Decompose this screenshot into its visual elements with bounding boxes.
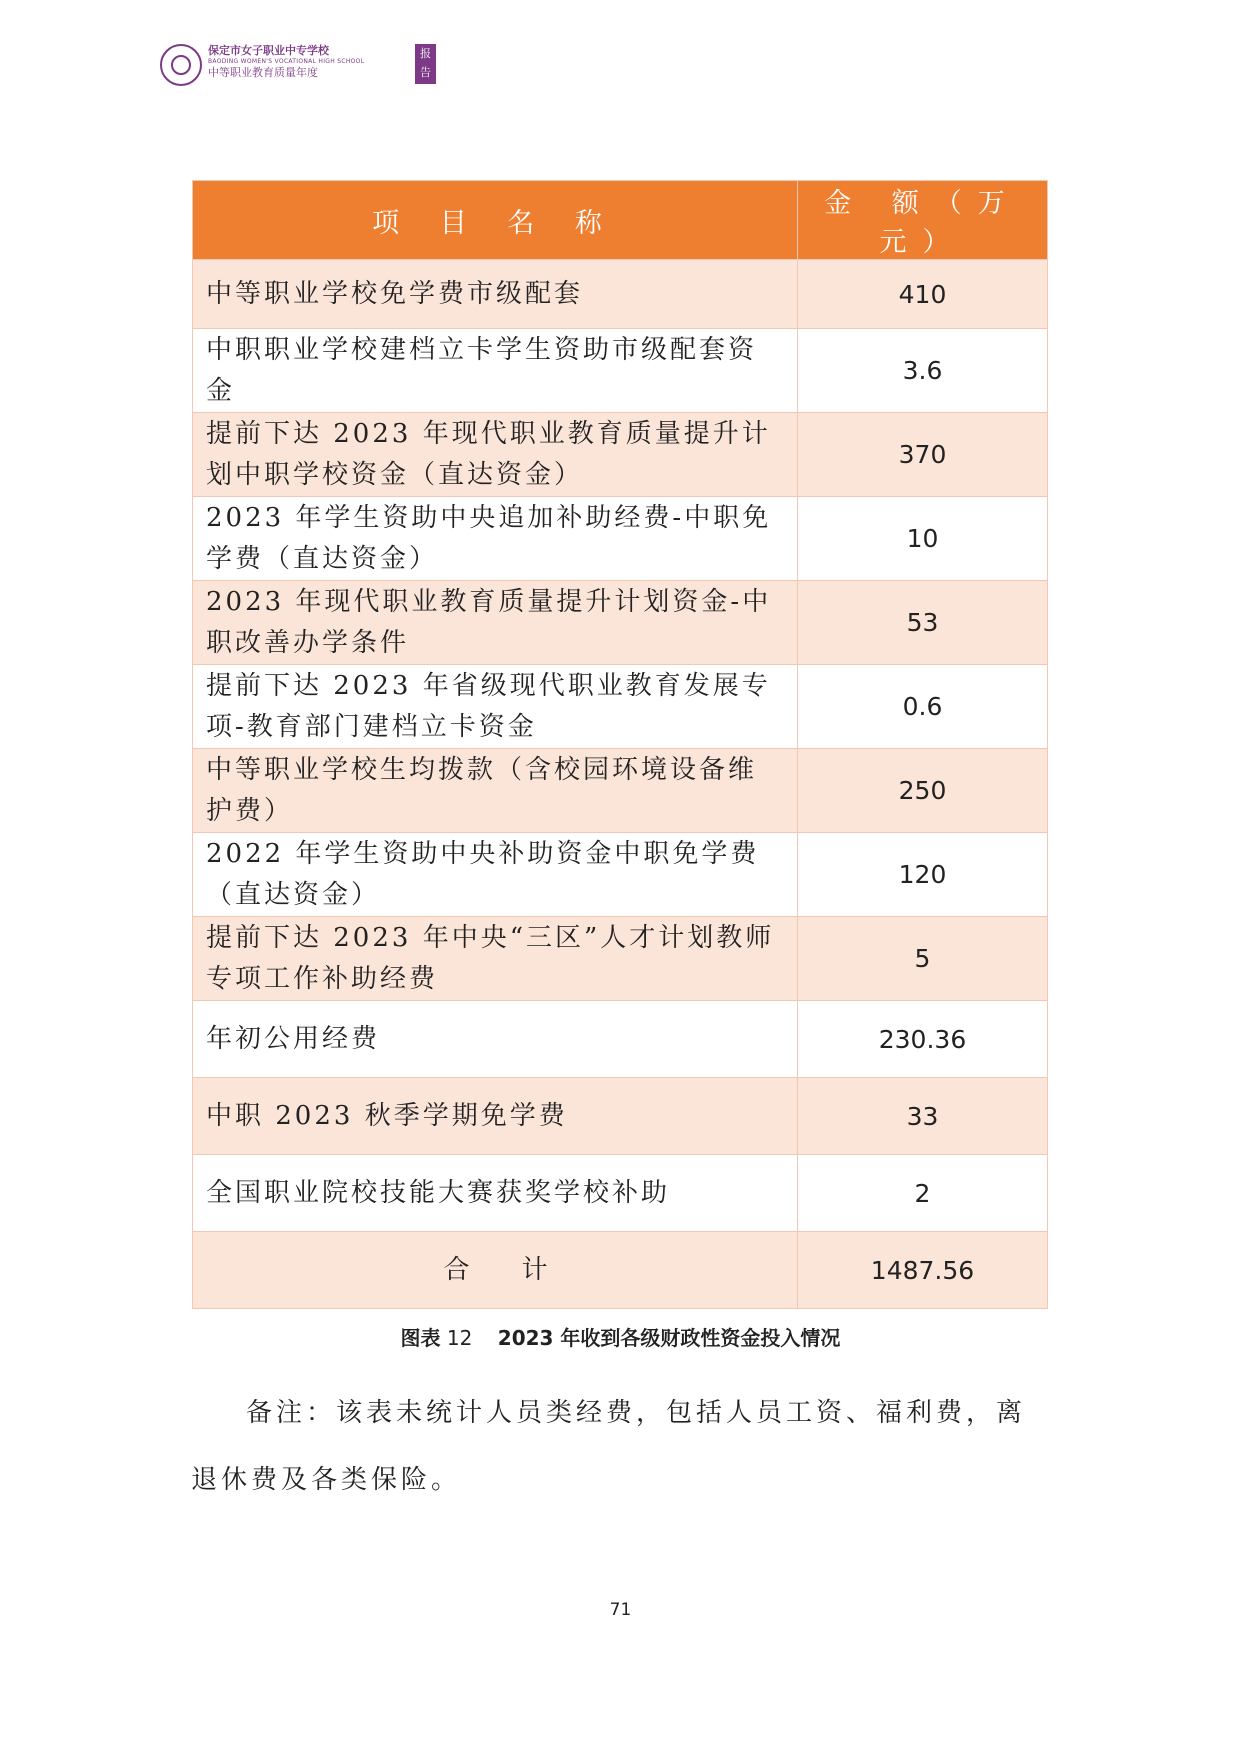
table-row [193,917,1048,1001]
column-header-item-name: 项 目 名 称 [193,181,798,260]
note-paragraph [191,1380,1051,1514]
total-row [193,1232,1048,1309]
item-name: 全国职业院校技能大赛获奖学校补助 [193,1155,798,1232]
page-number: 71 [609,1600,632,1620]
table-row [193,1155,1048,1232]
table-row [193,833,1048,917]
table-header-row [193,181,1048,260]
table-caption [0,1322,1241,1351]
table-row [193,497,1048,581]
item-amount: 53 [798,581,1048,665]
item-name: 中职 2023 秋季学期免学费 [193,1078,798,1155]
item-amount: 0.6 [798,665,1048,749]
total-amount: 1487.56 [798,1232,1048,1309]
item-amount: 33 [798,1078,1048,1155]
item-amount: 2 [798,1155,1048,1232]
table-row [193,665,1048,749]
item-amount: 410 [798,260,1048,329]
total-label: 合 计 [193,1232,798,1309]
item-amount: 230.36 [798,1001,1048,1078]
school-identity [208,44,413,79]
school-name-english: BAODING WOMEN'S VOCATIONAL HIGH SCHOOL [208,58,365,65]
school-name: 保定市女子职业中专学校 [208,44,329,57]
caption-text: 2023 年收到各级财政性资金投入情况 [497,1326,841,1350]
item-name: 提前下达 2023 年中央“三区”人才计划教师专项工作补助经费 [193,917,798,1001]
item-amount: 370 [798,413,1048,497]
item-amount: 120 [798,833,1048,917]
table-row [193,260,1048,329]
table-row [193,581,1048,665]
item-amount: 5 [798,917,1048,1001]
report-badge: 报告 [415,44,436,84]
item-name: 中等职业学校免学费市级配套 [193,260,798,329]
caption-label: 图表 [400,1326,441,1350]
item-amount: 3.6 [798,329,1048,413]
item-name: 年初公用经费 [193,1001,798,1078]
note-text: 备注：该表未统计人员类经费，包括人员工资、福利费，离退休费及各类保险。 [191,1398,1027,1495]
table-row [193,329,1048,413]
caption-number: 12 [446,1326,473,1350]
item-name: 中等职业学校生均拨款（含校园环境设备维护费） [193,749,798,833]
school-logo-icon [160,44,202,86]
item-name: 2022 年学生资助中央补助资金中职免学费（直达资金） [193,833,798,917]
item-amount: 10 [798,497,1048,581]
item-name: 提前下达 2023 年现代职业教育质量提升计划中职学校资金（直达资金） [193,413,798,497]
item-amount: 250 [798,749,1048,833]
table-row [193,1001,1048,1078]
table-row [193,413,1048,497]
item-name: 中职职业学校建档立卡学生资助市级配套资金 [193,329,798,413]
item-name: 提前下达 2023 年省级现代职业教育发展专项-教育部门建档立卡资金 [193,665,798,749]
funding-table [192,180,1048,1309]
item-name: 2023 年现代职业教育质量提升计划资金-中职改善办学条件 [193,581,798,665]
table-row [193,749,1048,833]
report-subtitle: 中等职业教育质量年度 [208,66,318,79]
column-header-amount: 金 额（万元） [798,181,1048,260]
table-row [193,1078,1048,1155]
item-name: 2023 年学生资助中央追加补助经费-中职免学费（直达资金） [193,497,798,581]
